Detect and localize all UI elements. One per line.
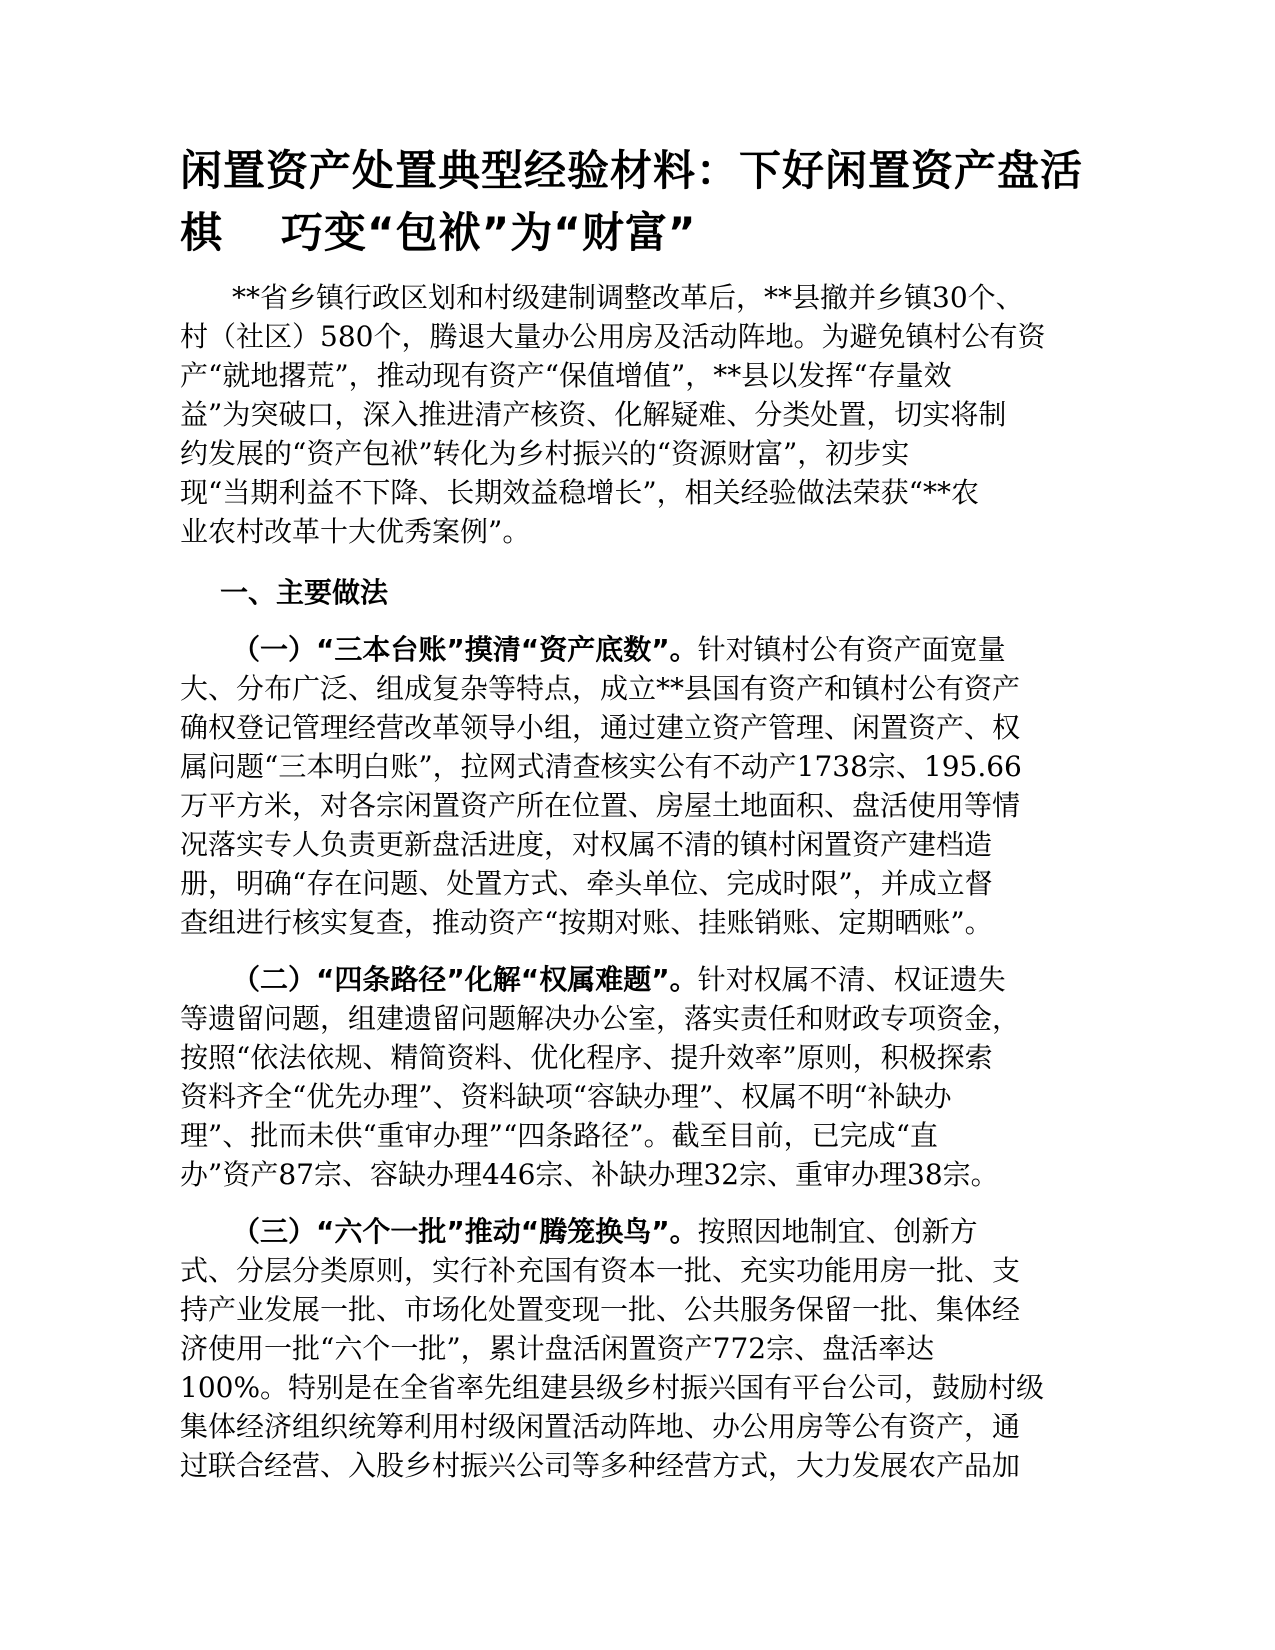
item-2-heading: （二）“四条路径”化解“权属难题”。 bbox=[232, 963, 698, 996]
item-2-line: 等遗留问题，组建遗留问题解决办公室，落实责任和财政专项资金， bbox=[180, 1002, 1021, 1035]
item-3-first-line-text: 按照因地制宜、创新方 bbox=[697, 1215, 978, 1248]
intro-line: 约发展的“资产包袱”转化为乡村振兴的“资源财富”，初步实 bbox=[180, 437, 910, 470]
item-1-first-line bbox=[180, 630, 1080, 669]
item-1-line: 大、分布广泛、组成复杂等特点，成立**县国有资产和镇村公有资产 bbox=[180, 672, 1021, 705]
item-3-heading: （三）“六个一批”推动“腾笼换鸟”。 bbox=[232, 1215, 698, 1248]
item-3-line: 过联合经营、入股乡村振兴公司等多种经营方式，大力发展农产品加 bbox=[180, 1449, 1021, 1482]
intro-line: 村（社区）580个，腾退大量办公用房及活动阵地。为避免镇村公有资 bbox=[180, 320, 1046, 353]
item-1-line: 万平方米，对各宗闲置资产所在位置、房屋土地面积、盘活使用等情 bbox=[180, 789, 1021, 822]
title-line-2 bbox=[180, 202, 1080, 264]
item-2-line: 按照“依法依规、精简资料、优化程序、提升效率”原则，积极探索 bbox=[180, 1041, 993, 1074]
title-line-2-start: 棋 bbox=[180, 208, 224, 257]
item-2-first-line bbox=[180, 960, 1080, 999]
title-line-1: 闲置资产处置典型经验材料：下好闲置资产盘活 bbox=[180, 146, 1084, 195]
intro-line: 益”为突破口，深入推进清产核资、化解疑难、分类处置，切实将制 bbox=[180, 398, 1007, 431]
item-1-line: 况落实专人负责更新盘活进度，对权属不清的镇村闲置资产建档造 bbox=[180, 828, 993, 861]
item-2-line: 办”资产87宗、容缺办理446宗、补缺办理32宗、重审办理38宗。 bbox=[180, 1158, 999, 1191]
title-line-2-end: 巧变“包袱”为“财富” bbox=[281, 208, 697, 257]
item-3-line: 济使用一批“六个一批”，累计盘活闲置资产772宗、盘活率达 bbox=[180, 1332, 935, 1365]
item-1-paragraph bbox=[180, 630, 1080, 942]
item-2-line: 资料齐全“优先办理”、资料缺项“容缺办理”、权属不明“补缺办 bbox=[180, 1080, 952, 1113]
section-heading: 一、主要做法 bbox=[220, 576, 389, 609]
item-1-line: 属问题“三本明白账”，拉网式清查核实公有不动产1738宗、195.66 bbox=[180, 750, 1022, 783]
item-3-line: 式、分层分类原则，实行补充国有资本一批、充实功能用房一批、支 bbox=[180, 1254, 1021, 1287]
item-1-line: 查组进行核实复查，推动资产“按期对账、挂账销账、定期晒账”。 bbox=[180, 906, 993, 939]
intro-line: 现“当期利益不下降、长期效益稳增长”，相关经验做法荣获“**农 bbox=[180, 476, 979, 509]
item-1-line: 册，明确“存在问题、处置方式、牵头单位、完成时限”，并成立督 bbox=[180, 867, 993, 900]
item-2-line: 理”、批而未供“重审办理”“四条路径”。截至目前，已完成“直 bbox=[180, 1119, 938, 1152]
item-2-first-line-text: 针对权属不清、权证遗失 bbox=[697, 963, 1006, 996]
item-3-paragraph bbox=[180, 1212, 1080, 1485]
item-3-first-line bbox=[180, 1212, 1080, 1251]
item-3-line: 集体经济组织统筹利用村级闲置活动阵地、办公用房等公有资产，通 bbox=[180, 1410, 1021, 1443]
document-title bbox=[180, 140, 1084, 264]
intro-paragraph bbox=[180, 278, 1080, 551]
intro-line: **省乡镇行政区划和村级建制调整改革后，**县撤并乡镇30个、 bbox=[232, 281, 1024, 314]
item-1-line: 确权登记管理经营改革领导小组，通过建立资产管理、闲置资产、权 bbox=[180, 711, 1021, 744]
intro-line: 业农村改革十大优秀案例”。 bbox=[180, 515, 531, 548]
item-3-line: 持产业发展一批、市场化处置变现一批、公共服务保留一批、集体经 bbox=[180, 1293, 1021, 1326]
document-page bbox=[180, 140, 1084, 1485]
item-3-line: 100%。特别是在全省率先组建县级乡村振兴国有平台公司，鼓励村级 bbox=[180, 1371, 1045, 1404]
item-2-paragraph bbox=[180, 960, 1080, 1194]
item-1-first-line-text: 针对镇村公有资产面宽量 bbox=[697, 633, 1006, 666]
intro-line: 产“就地撂荒”，推动现有资产“保值增值”，**县以发挥“存量效 bbox=[180, 359, 952, 392]
item-1-heading: （一）“三本台账”摸清“资产底数”。 bbox=[232, 633, 698, 666]
